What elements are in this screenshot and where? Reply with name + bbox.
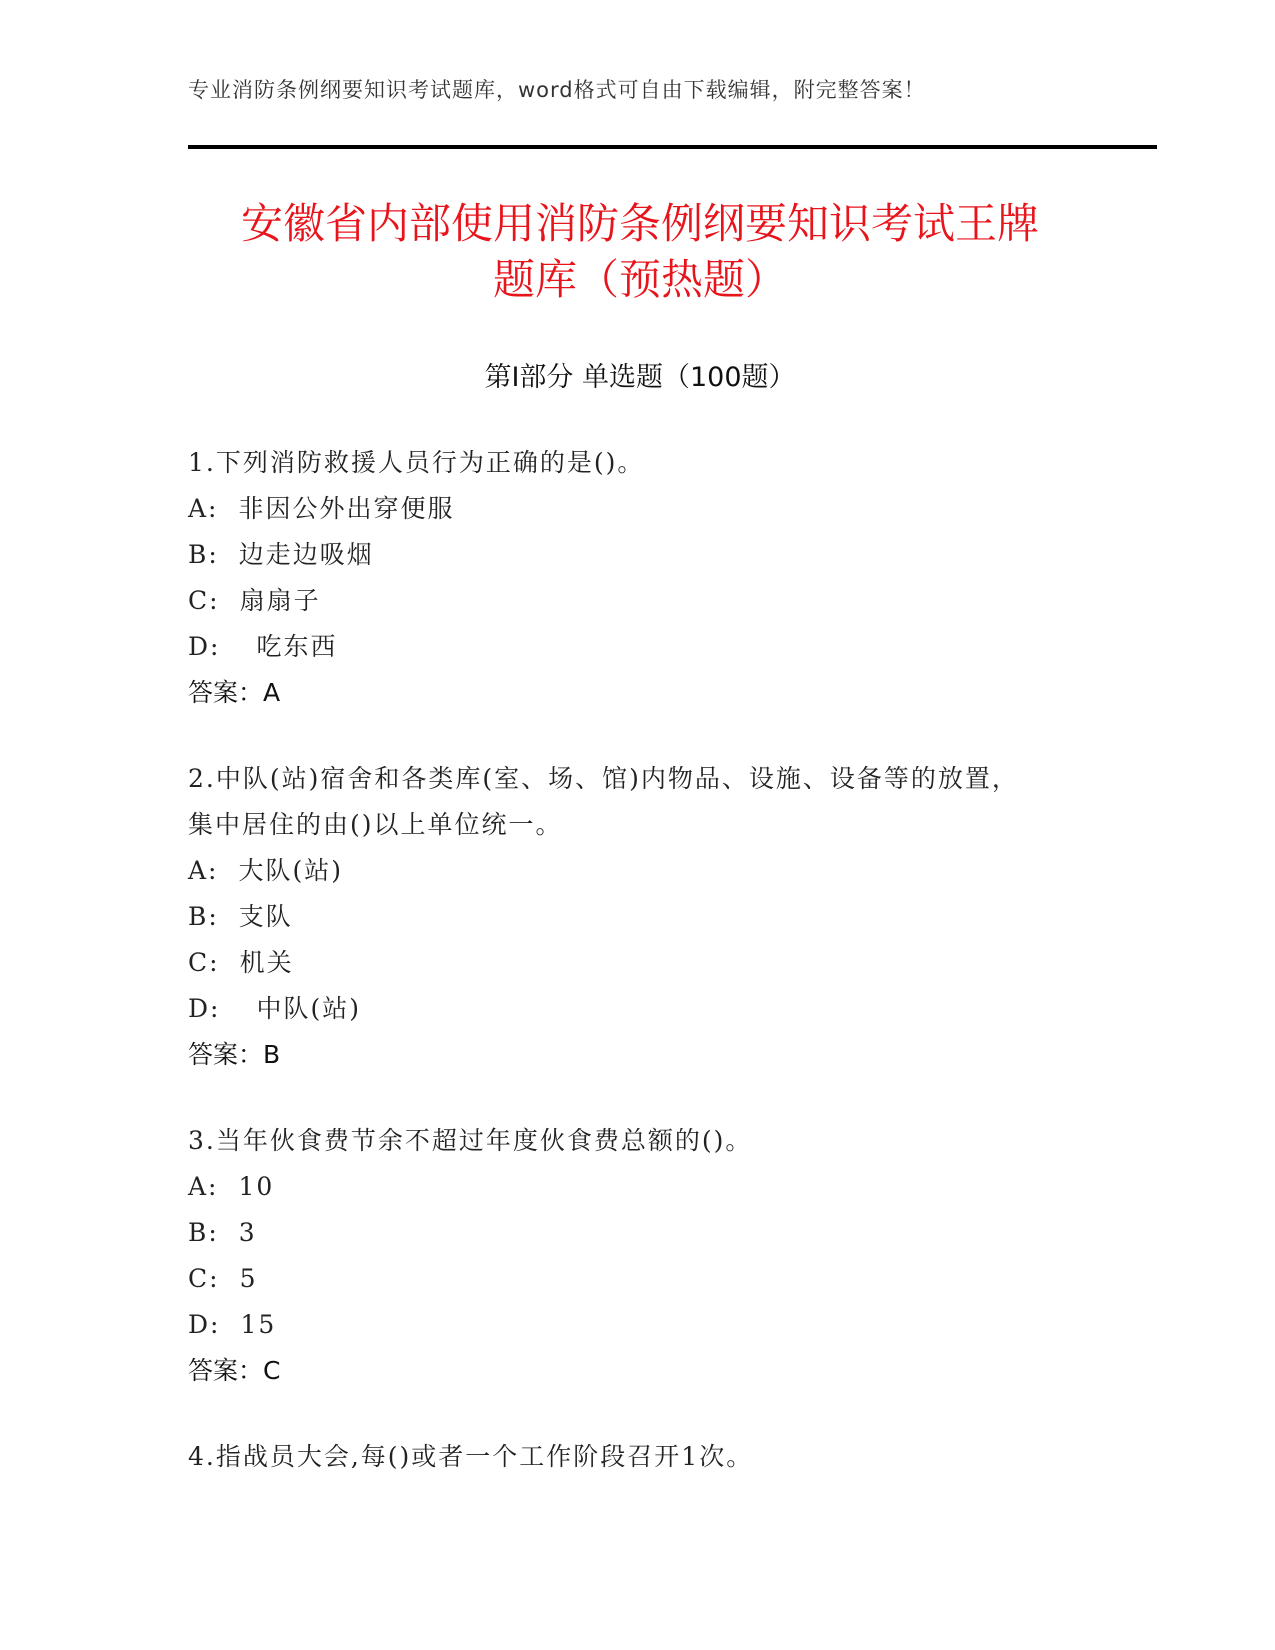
answer: 答案：B bbox=[188, 1040, 281, 1069]
option-text: 15 bbox=[240, 1310, 277, 1339]
option-text: 扇扇子 bbox=[239, 586, 321, 615]
option-d bbox=[188, 624, 1128, 670]
option-a bbox=[188, 486, 1128, 532]
option-text: 机关 bbox=[239, 948, 294, 977]
page-header: 专业消防条例纲要知识考试题库，word格式可自由下载编辑，附完整答案！ bbox=[188, 78, 926, 102]
option-c bbox=[188, 1256, 1128, 1302]
question-stem-line-1: 2.中队(站)宿舍和各类库(室、场、馆)内物品、设施、设备等的放置， bbox=[188, 764, 1019, 793]
question-list bbox=[188, 440, 1128, 1520]
option-text: 边走边吸烟 bbox=[238, 540, 374, 569]
option-key: B: bbox=[188, 540, 219, 569]
option-key: B: bbox=[188, 1218, 219, 1247]
option-key: D: bbox=[188, 1310, 221, 1339]
option-a bbox=[188, 848, 1128, 894]
answer: 答案：A bbox=[188, 678, 281, 707]
option-text: 10 bbox=[238, 1172, 275, 1201]
document-title bbox=[150, 196, 1130, 308]
question-1 bbox=[188, 440, 1128, 716]
question-stem: 3.当年伙食费节余不超过年度伙食费总额的()。 bbox=[188, 1126, 753, 1155]
option-b bbox=[188, 1210, 1128, 1256]
option-key: D: bbox=[188, 994, 221, 1023]
option-key: A: bbox=[188, 494, 219, 523]
option-key: A: bbox=[188, 1172, 219, 1201]
option-text: 吃东西 bbox=[256, 632, 338, 661]
option-c bbox=[188, 940, 1128, 986]
option-d bbox=[188, 986, 1128, 1032]
question-stem-line-2: 集中居住的由()以上单位统一。 bbox=[188, 810, 563, 839]
option-text: 非因公外出穿便服 bbox=[238, 494, 455, 523]
document-title-line-1: 安徽省内部使用消防条例纲要知识考试王牌 bbox=[240, 199, 1039, 248]
option-b bbox=[188, 894, 1128, 940]
option-a bbox=[188, 1164, 1128, 1210]
option-c bbox=[188, 578, 1128, 624]
option-text: 中队(站) bbox=[256, 994, 361, 1023]
option-text: 5 bbox=[239, 1264, 258, 1293]
option-key: A: bbox=[188, 856, 219, 885]
question-stem: 4.指战员大会,每()或者一个工作阶段召开1次。 bbox=[188, 1442, 754, 1471]
question-2 bbox=[188, 756, 1128, 1078]
document-title-line-2: 题库（预热题） bbox=[492, 255, 787, 304]
section-title: 第I部分 单选题（100题） bbox=[484, 362, 796, 393]
header-rule bbox=[188, 145, 1157, 149]
option-text: 支队 bbox=[238, 902, 293, 931]
option-b bbox=[188, 532, 1128, 578]
option-key: C: bbox=[188, 586, 220, 615]
option-key: B: bbox=[188, 902, 219, 931]
question-stem: 1.下列消防救援人员行为正确的是()。 bbox=[188, 448, 645, 477]
option-text: 3 bbox=[238, 1218, 257, 1247]
question-4 bbox=[188, 1434, 1128, 1480]
option-text: 大队(站) bbox=[238, 856, 343, 885]
option-d bbox=[188, 1302, 1128, 1348]
option-key: C: bbox=[188, 948, 220, 977]
option-key: C: bbox=[188, 1264, 220, 1293]
question-3 bbox=[188, 1118, 1128, 1394]
answer: 答案：C bbox=[188, 1356, 281, 1385]
option-key: D: bbox=[188, 632, 221, 661]
